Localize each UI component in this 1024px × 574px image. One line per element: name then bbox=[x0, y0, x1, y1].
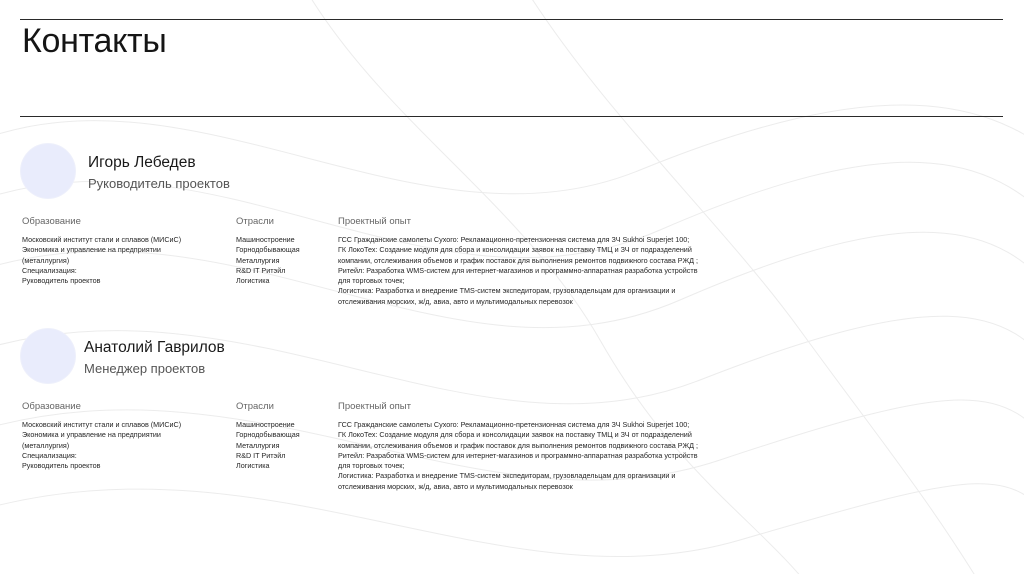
industry-item: Логистика bbox=[236, 461, 270, 471]
experience-line: отслеживания морских, ж/д, авиа, авто и мультимодальных перевозок bbox=[338, 481, 573, 491]
education-line: Специализация: bbox=[22, 265, 77, 275]
education-text bbox=[22, 420, 181, 471]
industries-list bbox=[236, 235, 300, 286]
industry-item: Машиностроение bbox=[236, 420, 295, 429]
experience-line: Ритейл: Разработка WMS-систем для интернет-магазинов и программно-аппаратная разработка устройств bbox=[338, 450, 698, 460]
industries-list bbox=[236, 420, 300, 471]
education-line: (металлургия) bbox=[22, 440, 70, 450]
industries-heading: Отрасли bbox=[236, 401, 274, 412]
experience-line: для торговых точек; bbox=[338, 461, 405, 471]
experience-heading: Проектный опыт bbox=[338, 216, 411, 227]
education-line: Специализация: bbox=[22, 450, 77, 460]
header-top-rule bbox=[20, 19, 1003, 20]
industry-item: R&D IT Ритэйл bbox=[236, 450, 286, 460]
person-role: Менеджер проектов bbox=[84, 361, 206, 376]
person-name: Анатолий Гаврилов bbox=[84, 339, 225, 356]
person-role: Руководитель проектов bbox=[88, 176, 230, 191]
experience-line: ГК ЛокоТех: Создание модуля для сбора и консолидации заявок на поставку ТМЦ и ЗЧ от подразделений bbox=[338, 430, 692, 440]
education-line: Экономика и управление на предприятии bbox=[22, 430, 161, 440]
education-line: Руководитель проектов bbox=[22, 461, 101, 471]
experience-line: ГСС Гражданские самолеты Сухого: Рекламационно-претензионная система для ЗЧ Sukhoi Superjet 100; bbox=[338, 420, 690, 429]
experience-line: Логистика: Разработка и внедрение TMS-систем экспедиторам, грузовладельцам для организации и bbox=[338, 286, 676, 296]
education-line: Московский институт стали и сплавов (МИСиС) bbox=[22, 235, 182, 244]
industry-item: Логистика bbox=[236, 276, 270, 286]
experience-line: ГСС Гражданские самолеты Сухого: Рекламационно-претензионная система для ЗЧ Sukhoi Superjet 100; bbox=[338, 235, 690, 244]
experience-line: ГК ЛокоТех: Создание модуля для сбора и консолидации заявок на поставку ТМЦ и ЗЧ от подразделений bbox=[338, 245, 692, 255]
education-line: Руководитель проектов bbox=[22, 276, 101, 286]
industry-item: Металлургия bbox=[236, 440, 280, 450]
experience-text bbox=[338, 420, 698, 492]
industry-item: Машиностроение bbox=[236, 235, 295, 244]
experience-line: компании, отслеживания объемов и график поставок для выполнения ремонтов подвижного состава РЖД ; bbox=[338, 255, 698, 265]
experience-line: компании, отслеживания объемов и график поставок для выполнения ремонтов подвижного состава РЖД ; bbox=[338, 440, 698, 450]
page-title: Контакты bbox=[22, 22, 167, 60]
industry-item: Горнодобывающая bbox=[236, 245, 300, 255]
education-line: Московский институт стали и сплавов (МИСиС) bbox=[22, 420, 182, 429]
avatar bbox=[21, 329, 75, 383]
person-name: Игорь Лебедев bbox=[88, 154, 196, 171]
industries-heading: Отрасли bbox=[236, 216, 274, 227]
experience-line: отслеживания морских, ж/д, авиа, авто и мультимодальных перевозок bbox=[338, 296, 573, 306]
education-text bbox=[22, 235, 181, 286]
education-line: Экономика и управление на предприятии bbox=[22, 245, 161, 255]
experience-text bbox=[338, 235, 698, 307]
education-heading: Образование bbox=[22, 401, 81, 412]
education-heading: Образование bbox=[22, 216, 81, 227]
experience-line: Логистика: Разработка и внедрение TMS-систем экспедиторам, грузовладельцам для организации и bbox=[338, 471, 676, 481]
industry-item: Горнодобывающая bbox=[236, 430, 300, 440]
industry-item: R&D IT Ритэйл bbox=[236, 265, 286, 275]
experience-heading: Проектный опыт bbox=[338, 401, 411, 412]
industry-item: Металлургия bbox=[236, 255, 280, 265]
header-bottom-rule bbox=[20, 116, 1003, 117]
avatar bbox=[21, 144, 75, 198]
experience-line: Ритейл: Разработка WMS-систем для интернет-магазинов и программно-аппаратная разработка устройств bbox=[338, 265, 698, 275]
experience-line: для торговых точек; bbox=[338, 276, 405, 286]
education-line: (металлургия) bbox=[22, 255, 70, 265]
